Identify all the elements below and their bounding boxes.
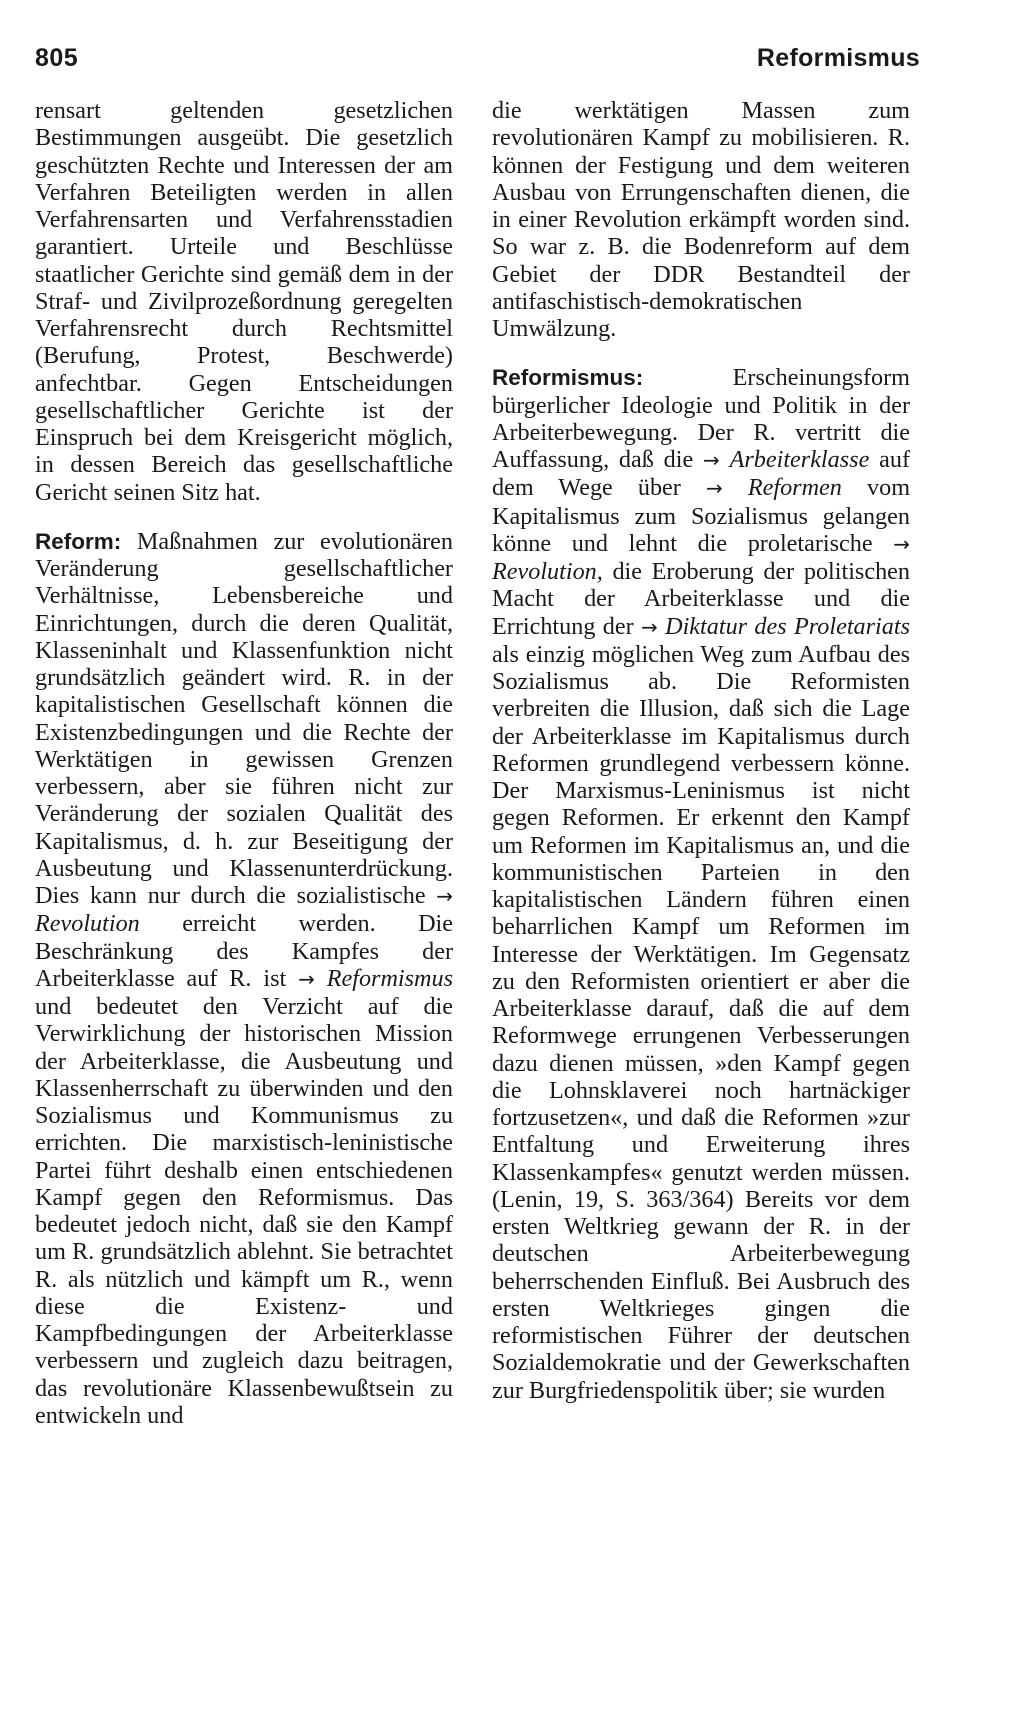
entry-text: die Eroberung der politischen Macht der Arbeiterklasse und die Errichtung der <box>492 558 910 640</box>
left-column <box>35 97 453 1429</box>
entry-text: Erscheinungsform bürgerlicher Ideologie und Politik in der Arbeiterbewegung. Der R. vertritt die Auffassung, daß die <box>492 364 910 473</box>
headword-reform: Reform: <box>35 528 122 554</box>
entry-text: als einzig möglichen Weg zum Aufbau des Sozialismus ab. Die Reformisten verbreiten die Illusion, daß sich die Lage der Arbeiterklasse im Kapitalismus durch Reformen grundlegend verbessern könne. Der Marxismus-Leninismus ist nicht gegen Reformen. Er erkennt den Kampf um Reformen im Kapitalismus an, und die kommunistischen Parteien in den kapitalistischen Ländern führen einen beharrlichen Kampf um Reformen im Interesse der Werktätigen. Im Gegensatz zu den Reformisten orientiert er aber die Arbeiterklasse darauf, daß die auf dem Reformwege errungenen Verbesserungen dazu dienen müssen, »den Kampf gegen die Lohnsklaverei noch hartnäckiger fortzusetzen«, und daß die Reformen »zur Entfaltung und Erweiterung ihres Klassenkampfes« genutzt werden müssen. (Lenin, 19, S. 363/364) Bereits vor dem ersten Weltkrieg gewann der R. in der deutschen Arbeiterbewegung beherrschenden Einfluß. Bei Ausbruch des ersten Weltkrieges gingen die reformistischen Führer der deutschen Sozialdemokratie und der Gewerkschaften zur Burgfriedenspolitik über; sie wurden <box>492 640 910 1404</box>
entry-reformismus <box>492 364 910 1404</box>
right-column <box>492 97 910 1404</box>
page-header <box>35 44 920 84</box>
cross-reference-arrow-icon: → <box>298 966 315 991</box>
cross-reference-arrow-icon: → <box>893 531 910 556</box>
entry-text: vom Kapitalismus zum Sozialismus gelangen könne und lehnt die proletarische <box>492 474 911 557</box>
cross-reference-arrow-icon: → <box>641 614 658 639</box>
cross-reference-reformen[interactable]: Reformen <box>747 474 842 502</box>
page-number: 805 <box>35 44 79 72</box>
continued-entry-body: die werktätigen Massen zum revolutionären Kampf zu mobilisieren. R. können der Festigung und dem weiteren Ausbau von Errungenschaften dienen, die in einer Revolution erkämpft worden sind. So war z. B. die Bodenreform auf dem Gebiet der DDR Bestandteil der antifaschistisch-demokratischen Umwälzung. <box>492 97 910 342</box>
entry-text: und bedeutet den Verzicht auf die Verwirklichung der historischen Mission der Arbeiterklasse, die Ausbeutung und Klassenherrschaft zu überwinden und den Sozialismus und Kommunismus zu errichten. Die marxistisch-leninistische Partei führt deshalb einen entschiedenen Kampf gegen den Reformismus. Das bedeutet jedoch nicht, daß sie den Kampf um R. grundsätzlich ablehnt. Sie betrachtet R. als nützlich und kämpft um R., wenn diese die Existenz- und Kampfbedingungen der Arbeiterklasse verbessern und zugleich dazu beitragen, das revolutionäre Klassenbewußtsein zu entwickeln und <box>35 993 453 1429</box>
headword-reformismus: Reformismus: <box>492 365 644 391</box>
entry-reform <box>35 528 453 1429</box>
cross-reference-revolution[interactable]: Revolution <box>35 910 140 938</box>
cross-reference-reformismus[interactable]: Reformismus <box>326 964 454 992</box>
cross-reference-arbeiterklasse[interactable]: Arbeiterklasse <box>729 446 870 473</box>
running-head: Reformismus <box>756 44 920 72</box>
cross-reference-revolution[interactable]: Revolution, <box>492 558 603 585</box>
continued-entry-body: rensart geltenden gesetzlichen Bestimmungen ausgeübt. Die gesetzlich geschützten Rechte und Interessen der am Verfahren Beteiligten werden in allen Verfahrensarten und Verfahrensstadien garantiert. Urteile und Beschlüsse staatlicher Gerichte sind gemäß dem in der Straf- und Zivilprozeßordnung geregelten Verfahrensrecht durch Rechtsmittel (Berufung, Protest, Beschwerde) anfechtbar. Gegen Entscheidungen gesellschaftlicher Gerichte ist der Einspruch bei dem Kreisgericht möglich, in dessen Bereich das gesellschaftliche Gericht seinen Sitz hat. <box>35 97 453 506</box>
cross-reference-arrow-icon: → <box>436 884 454 908</box>
entry-text: Maßnahmen zur evolutionären Veränderung gesellschaftlicher Verhältnisse, Lebensbereiche und Einrichtungen, durch die deren Qualität, Klasseninhalt und Klassenfunktion nicht grundsätzlich geändert wird. R. in der kapitalistischen Gesellschaft können die Existenzbedingungen und die Rechte der Werktätigen in gewissen Grenzen verbessern, aber sie führen nicht zur Veränderung der sozialen Qualität des Kapitalismus, d. h. zur Beseitigung der Ausbeutung und Klassenunterdrückung. Dies kann nur durch die sozialistische <box>35 527 453 909</box>
continued-entry-text <box>35 97 453 506</box>
cross-reference-arrow-icon: → <box>705 476 723 501</box>
entry-text: auf dem Wege über <box>492 446 911 502</box>
continued-entry-text <box>492 97 910 342</box>
entry-text: erreicht werden. Die Beschränkung des Kampfes der Arbeiterklasse auf R. ist <box>35 910 453 992</box>
cross-reference-diktatur-des-proletariats[interactable]: Diktatur des Proletariats <box>665 612 911 640</box>
cross-reference-arrow-icon: → <box>703 448 720 472</box>
